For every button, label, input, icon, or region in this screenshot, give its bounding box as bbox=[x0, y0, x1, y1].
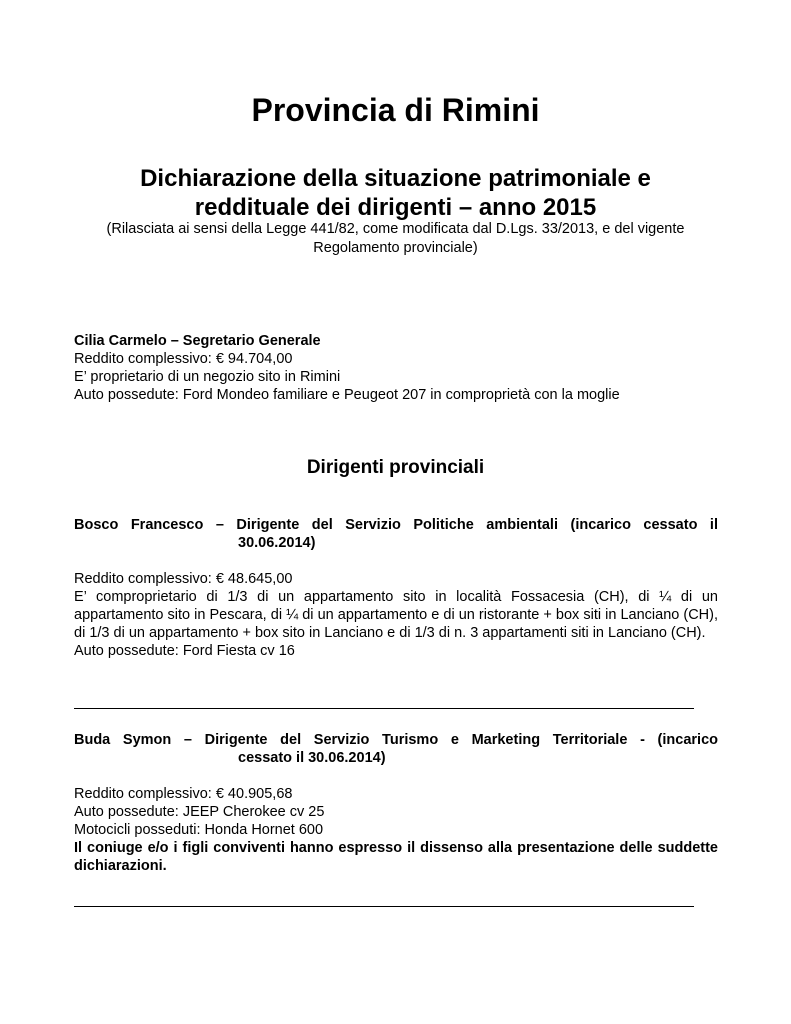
dirigente-property: E’ comproprietario di 1/3 di un appartamento sito in località Fossacesia (CH), di ¼ di un appartamento sito in Pescara, di ¼ di un appartamento e di un ristorante + box siti in Lanciano (CH), di 1/3 di un appartamento + box sito in Lanciano e di 1/3 di n. 3 appartamenti siti in Lanciano (CH). bbox=[74, 589, 718, 641]
dirigente-name-line-1: Buda Symon – Dirigente del Servizio Turismo e Marketing Territoriale - (incarico bbox=[74, 732, 718, 748]
dirigente-name-line-2: cessato il 30.06.2014) bbox=[238, 750, 386, 766]
document-subtitle bbox=[0, 164, 791, 222]
segretario-property: E’ proprietario di un negozio sito in Rimini bbox=[74, 369, 341, 385]
dirigente-name-line-1: Bosco Francesco – Dirigente del Servizio Politiche ambientali (incarico cessato il bbox=[74, 517, 718, 533]
legal-note-line-2: Regolamento provinciale) bbox=[313, 240, 478, 256]
section-heading: Dirigenti provinciali bbox=[306, 457, 485, 478]
dirigente-income: Reddito complessivo: € 48.645,00 bbox=[74, 571, 293, 587]
segretario-section bbox=[74, 332, 718, 404]
dirigente-entry-buda bbox=[74, 731, 718, 875]
separator-line bbox=[74, 708, 694, 709]
legal-note bbox=[60, 220, 731, 258]
dirigente-entry-bosco bbox=[74, 516, 718, 660]
segretario-cars: Auto possedute: Ford Mondeo familiare e Peugeot 207 in comproprietà con la moglie bbox=[74, 387, 620, 403]
separator-line bbox=[74, 906, 694, 907]
dirigente-motorcycles: Motocicli posseduti: Honda Hornet 600 bbox=[74, 822, 324, 838]
segretario-income: Reddito complessivo: € 94.704,00 bbox=[74, 351, 293, 367]
subtitle-line-1: Dichiarazione della situazione patrimoniale e bbox=[140, 165, 651, 192]
dirigente-income: Reddito complessivo: € 40.905,68 bbox=[74, 786, 293, 802]
segretario-name: Cilia Carmelo – Segretario Generale bbox=[74, 333, 321, 349]
legal-note-line-1: (Rilasciata ai sensi della Legge 441/82, come modificata dal D.Lgs. 33/2013, e del vigente bbox=[106, 221, 685, 237]
dirigente-cars: Auto possedute: Ford Fiesta cv 16 bbox=[74, 643, 295, 659]
subtitle-line-2: reddituale dei dirigenti – anno 2015 bbox=[194, 194, 597, 221]
dirigente-name-line-2: 30.06.2014) bbox=[238, 535, 316, 551]
dirigente-cars: Auto possedute: JEEP Cherokee cv 25 bbox=[74, 804, 325, 820]
dissent-notice: Il coniuge e/o i figli conviventi hanno espresso il dissenso alla presentazione delle suddette dichiarazioni. bbox=[74, 840, 718, 874]
page-title: Provincia di Rimini bbox=[251, 92, 540, 128]
